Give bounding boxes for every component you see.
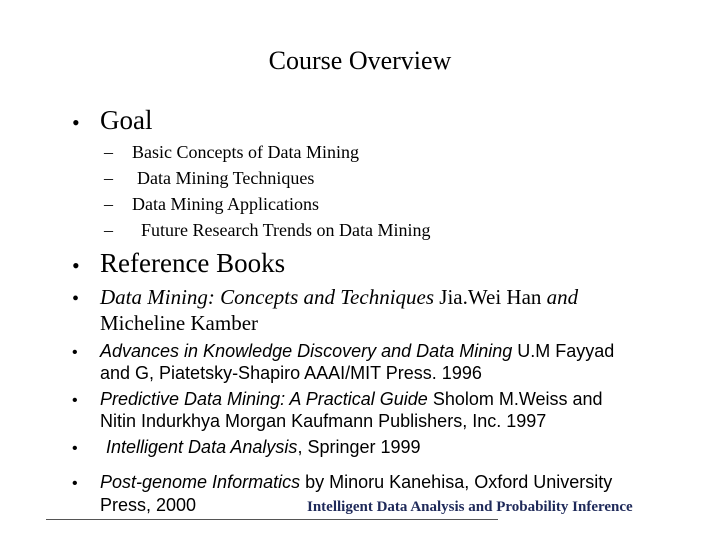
bullet-book-1: • xyxy=(72,288,80,310)
book-3-line-2: Nitin Indurkhya Morgan Kaufmann Publishers, Inc. 1997 xyxy=(100,411,547,431)
book-1-line-1 xyxy=(100,284,578,310)
dash-4: – xyxy=(104,220,113,240)
book-2-line-1 xyxy=(100,341,614,361)
goal-item-3: Data Mining Applications xyxy=(132,194,319,214)
book-1-authors-a: Jia.Wei Han xyxy=(439,285,542,309)
book-5-line-1 xyxy=(100,472,612,492)
slide-footer: Intelligent Data Analysis and Probability Inference xyxy=(307,499,633,515)
book-3-line-1 xyxy=(100,389,603,409)
goal-item-2: Data Mining Techniques xyxy=(137,168,315,188)
book-2-line-2: and G, Piatetsky-Shapiro AAAI/MIT Press. 1996 xyxy=(100,363,482,383)
book-4-rest: , Springer 1999 xyxy=(297,437,421,457)
book-2-title: Advances in Knowledge Discovery and Data Mining xyxy=(100,341,513,361)
references-heading: Reference Books xyxy=(100,248,286,278)
bullet-goal: • xyxy=(72,110,80,135)
dash-1: – xyxy=(104,142,113,162)
bullet-book-2: • xyxy=(72,344,78,361)
book-5-line-2: Press, 2000 xyxy=(100,495,197,515)
bullet-book-4: • xyxy=(72,440,78,457)
dash-2: – xyxy=(104,168,113,188)
goal-heading: Goal xyxy=(100,105,153,135)
book-4-title: Intelligent Data Analysis xyxy=(106,437,298,457)
footer-divider xyxy=(46,519,498,520)
book-3-rest: Sholom M.Weiss and xyxy=(432,389,603,409)
book-5-rest: by Minoru Kanehisa, Oxford University xyxy=(305,472,613,492)
book-1-authors-b: Micheline Kamber xyxy=(100,311,259,335)
goal-item-4: Future Research Trends on Data Mining xyxy=(141,220,431,240)
book-1-title: Data Mining: Concepts and Techniques xyxy=(100,285,435,309)
book-5-title: Post-genome Informatics xyxy=(100,472,301,492)
goal-item-1: Basic Concepts of Data Mining xyxy=(132,142,359,162)
book-2-rest: U.M Fayyad xyxy=(517,341,615,361)
bullet-references: • xyxy=(72,253,80,278)
slide-title: Course Overview xyxy=(268,46,452,75)
bullet-book-5: • xyxy=(72,475,78,492)
book-4-line xyxy=(106,437,421,457)
book-3-title: Predictive Data Mining: A Practical Guide xyxy=(100,389,428,409)
bullet-book-3: • xyxy=(72,392,78,409)
book-1-and: and xyxy=(546,285,579,309)
dash-3: – xyxy=(104,194,113,214)
